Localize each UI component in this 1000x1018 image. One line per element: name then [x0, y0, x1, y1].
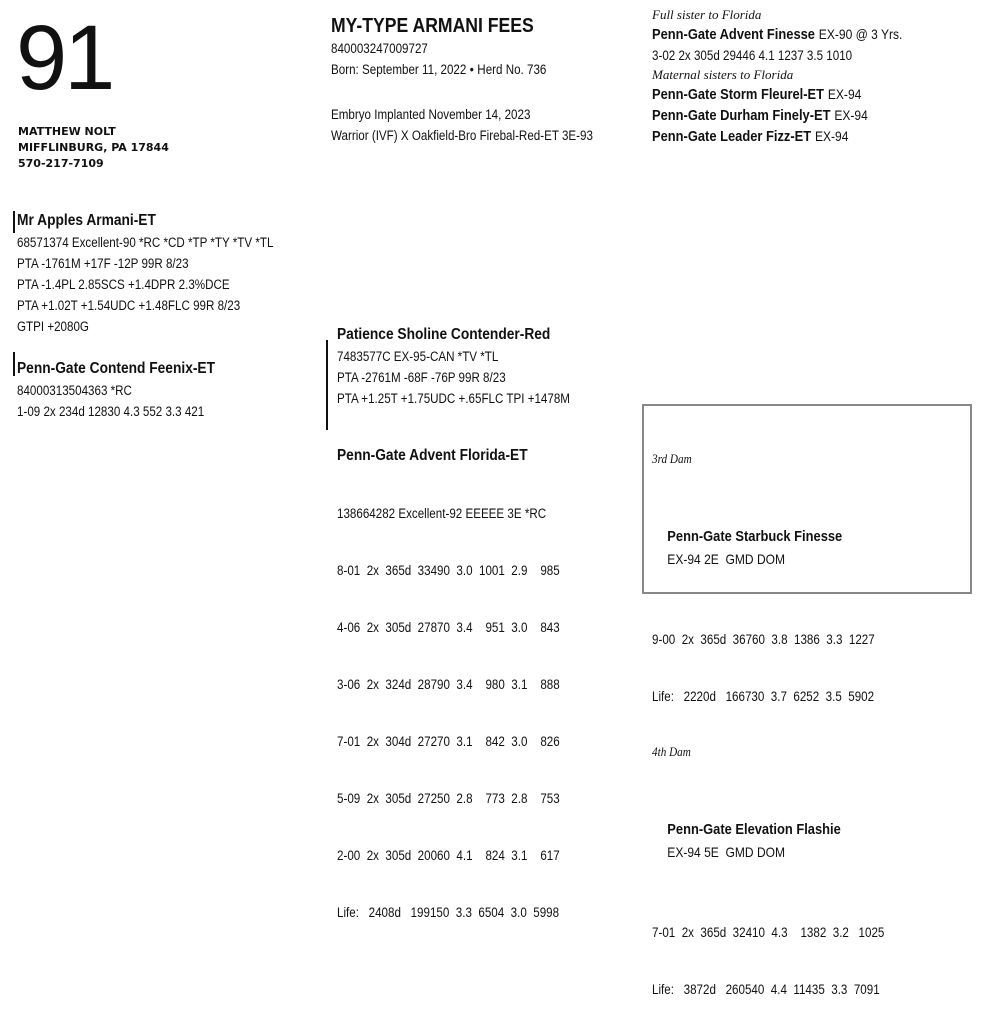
animal-info: [331, 38, 546, 80]
granddam-block: [337, 409, 560, 941]
sire-name: Mr Apples Armani-ET: [17, 212, 156, 229]
grandsire-line: 7483577C EX-95-CAN *TV *TL: [337, 349, 499, 364]
granddam-record-row: 7-01 2x 304d 27270 3.1 842 3.0 826: [337, 734, 560, 749]
maternal-sister-name: Penn-Gate Storm Fleurel-ET: [652, 86, 825, 103]
granddam-record-row: 8-01 2x 365d 33490 3.0 1001 2.9 985: [337, 563, 560, 578]
herd-number: Herd No. 736: [477, 62, 547, 77]
sire-block: [17, 210, 273, 337]
dam-name: Penn-Gate Contend Feenix-ET: [17, 360, 216, 377]
fourth-dam-grade: EX-94 5E GMD DOM: [667, 844, 786, 860]
maternal-sister-row: [652, 84, 902, 105]
pedigree-line: Warrior (IVF) X Oakfield-Bro Firebal-Red-ET 3E-93: [331, 128, 593, 143]
consignor-location: MIFFLINBURG, PA 17844: [18, 141, 169, 154]
fourth-dam-label: 4th Dam: [652, 744, 691, 759]
maternal-sister-row: [652, 126, 902, 147]
third-dam-name: Penn-Gate Starbuck Finesse: [667, 528, 843, 545]
consignor-phone: 570-217-7109: [18, 157, 104, 170]
maternal-sister-grade: EX-94: [827, 86, 862, 102]
grandsire-line: PTA -2761M -68F -76P 99R 8/23: [337, 370, 506, 385]
fourth-dam-lifetime-row: Life: 3872d 260540 4.4 11435 3.3 7091: [652, 982, 880, 997]
granddam-name: Penn-Gate Advent Florida-ET: [337, 447, 528, 464]
embryo-info: [331, 104, 593, 146]
full-sister-name: Penn-Gate Advent Finesse: [652, 26, 815, 43]
maternal-sisters-label: Maternal sisters to Florida: [652, 67, 794, 82]
dam-line: 84000313504363 *RC: [17, 383, 132, 398]
consignor-name: MATTHEW NOLT: [18, 125, 116, 138]
maternal-sister-grade: EX-94: [814, 128, 849, 144]
sire-line: PTA -1.4PL 2.85SCS +1.4DPR 2.3%DCE: [17, 277, 230, 292]
full-sister-label: Full sister to Florida: [652, 7, 762, 22]
consignor-block: [18, 124, 169, 172]
maternal-sister-row: [652, 105, 902, 126]
granddam-lifetime-row: Life: 2408d 199150 3.3 6504 3.0 5998: [337, 905, 560, 920]
fourth-dam-entry: [652, 797, 884, 886]
grandsire-name: Patience Sholine Contender-Red: [337, 326, 551, 343]
embryo-implanted: Embryo Implanted November 14, 2023: [331, 107, 531, 122]
born-label: Born:: [331, 62, 359, 77]
third-dam-lifetime-row: Life: 2220d 166730 3.7 6252 3.5 5902: [652, 689, 875, 704]
third-dam-entry: [652, 504, 884, 593]
animal-name: MY-TYPE ARMANI FEES: [331, 15, 534, 37]
full-sister-grade: EX-90 @ 3 Yrs.: [818, 26, 903, 42]
maternal-sister-name: Penn-Gate Leader Fizz-ET: [652, 128, 812, 145]
third-dam-grade: EX-94 2E GMD DOM: [667, 551, 786, 567]
granddam-record-row: 4-06 2x 305d 27870 3.4 951 3.0 843: [337, 620, 560, 635]
sire-line: 68571374 Excellent-90 *RC *CD *TP *TY *TV *TL: [17, 235, 274, 250]
dam-block: [17, 358, 215, 422]
dams-box-content: [652, 414, 884, 1018]
third-dam-label: 3rd Dam: [652, 451, 692, 466]
bullet-separator: •: [469, 62, 474, 77]
sire-line: PTA +1.02T +1.54UDC +1.48FLC 99R 8/23: [17, 298, 241, 313]
fourth-dam-record-row: 7-01 2x 365d 32410 4.3 1382 3.2 1025: [652, 925, 885, 940]
granddam-record-row: 5-09 2x 305d 27250 2.8 773 2.8 753: [337, 791, 560, 806]
third-dam-record-row: 9-00 2x 365d 36760 3.8 1386 3.3 1227: [652, 632, 875, 647]
grandsire-block: [337, 324, 570, 409]
animal-id: 840003247009727: [331, 41, 428, 56]
granddam-bracket-line: [326, 340, 328, 430]
fourth-dam-name: Penn-Gate Elevation Flashie: [667, 821, 841, 838]
granddam-record-row: 2-00 2x 305d 20060 4.1 824 3.1 617: [337, 848, 560, 863]
sire-line: PTA -1761M +17F -12P 99R 8/23: [17, 256, 189, 271]
sire-line: GTPI +2080G: [17, 319, 89, 334]
granddam-line: 138664282 Excellent-92 EEEEE 3E *RC: [337, 506, 547, 521]
dam-bracket-line: [13, 352, 15, 376]
lot-number: 91: [16, 7, 113, 109]
animal-born-line: [331, 59, 546, 80]
dam-line: 1-09 2x 234d 12830 4.3 552 3.3 421: [17, 404, 205, 419]
full-sister-entry: [652, 24, 902, 45]
full-sister-record: 3-02 2x 305d 29446 4.1 1237 3.5 1010: [652, 48, 853, 63]
maternal-sister-name: Penn-Gate Durham Finely-ET: [652, 107, 831, 124]
grandsire-line: PTA +1.25T +1.75UDC +.65FLC TPI +1478M: [337, 391, 570, 406]
maternal-sister-grade: EX-94: [834, 107, 868, 123]
born-date: September 11, 2022: [362, 62, 467, 77]
sisters-block: [652, 6, 943, 147]
sire-bracket-line: [13, 211, 15, 233]
granddam-record-row: 3-06 2x 324d 28790 3.4 980 3.1 888: [337, 677, 560, 692]
